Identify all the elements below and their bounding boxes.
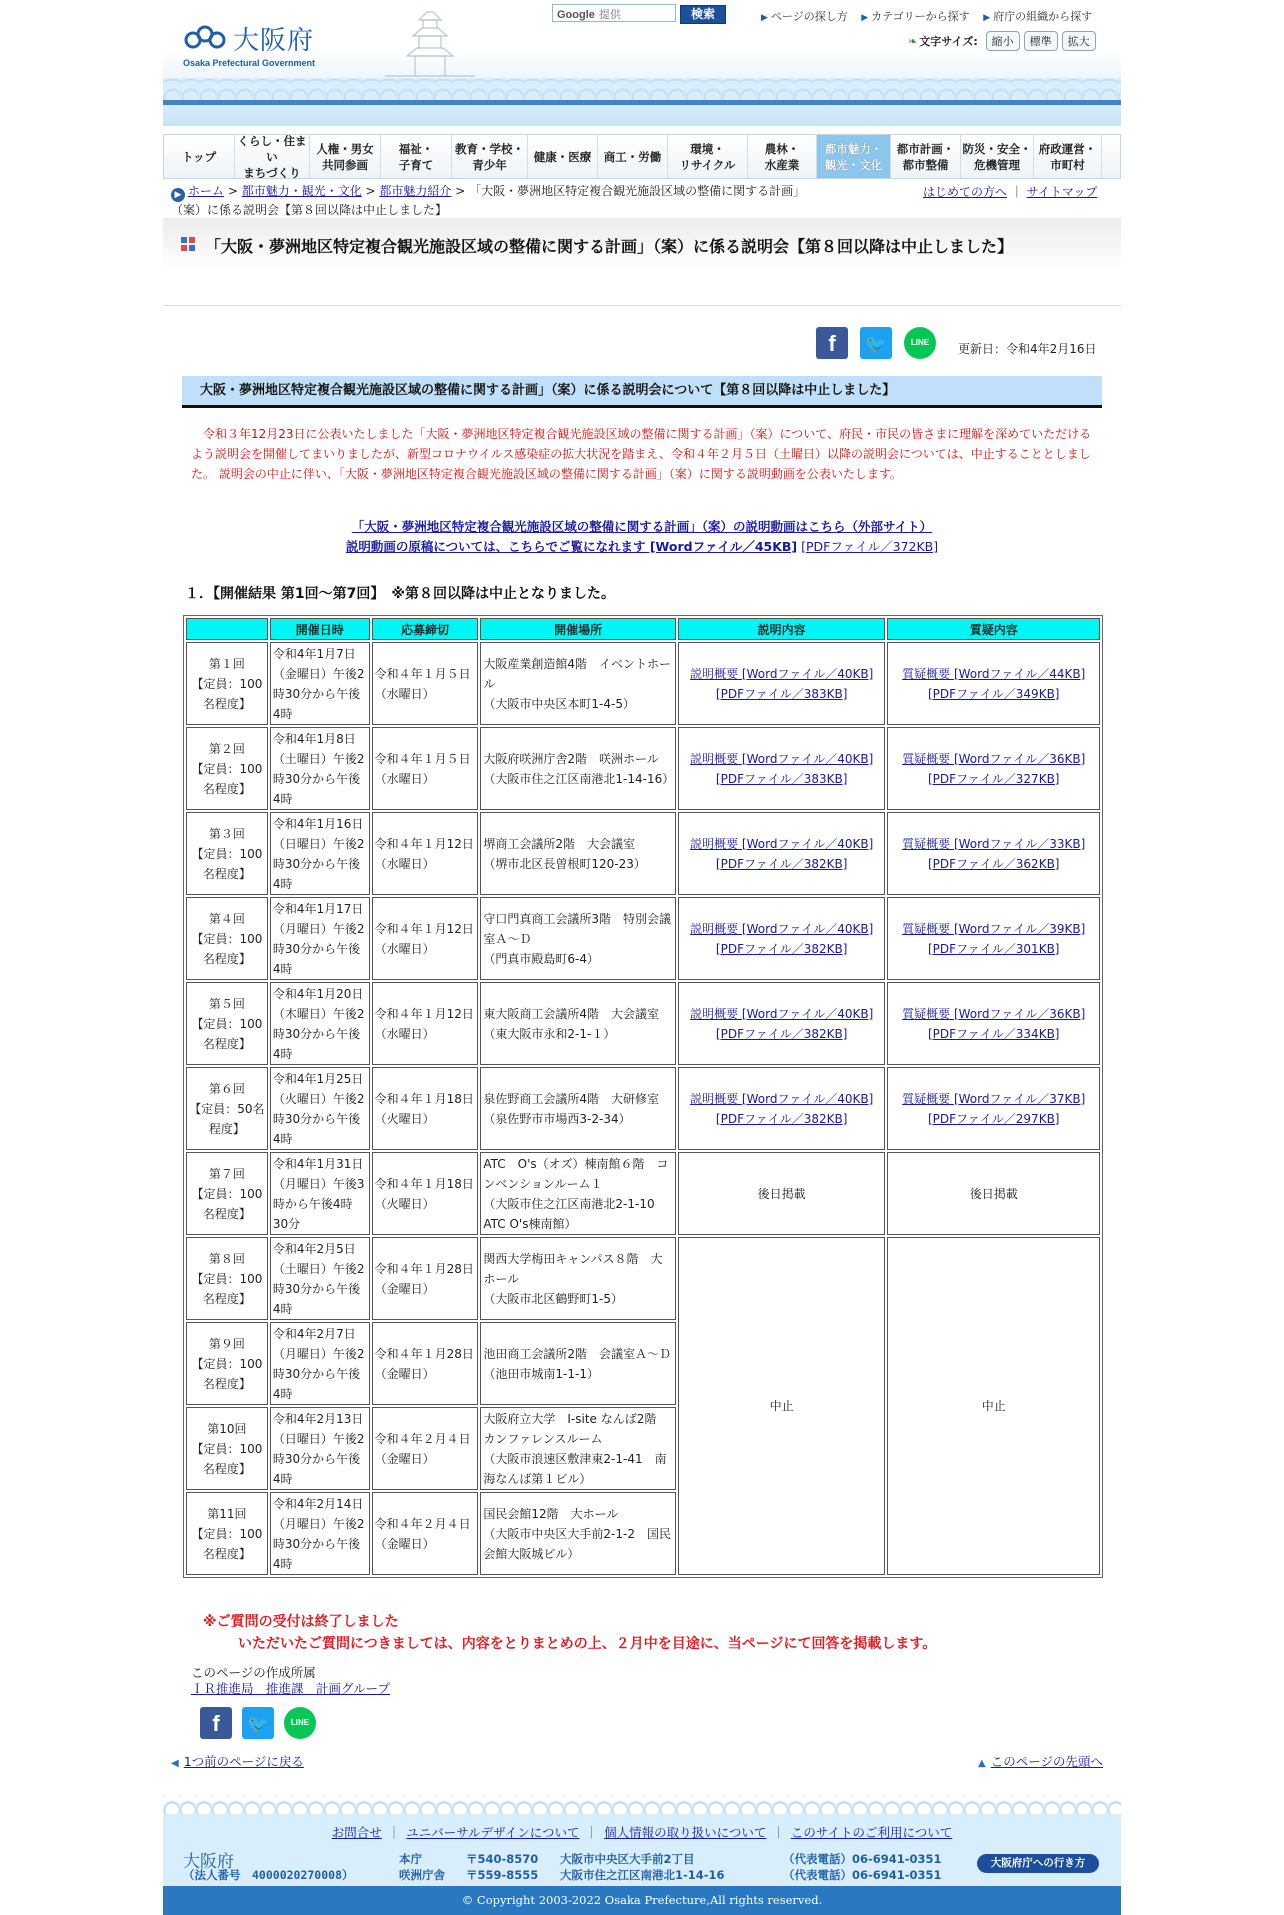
line-share-icon[interactable]: LINE <box>904 327 936 359</box>
session-cell: 第６回 【定員：50名程度】 <box>186 1067 268 1150</box>
date-cell: 令和4年1月17日（月曜日）午後2時30分から午後4時 <box>270 897 370 980</box>
date-cell: 令和4年2月13日（日曜日）午後2時30分から午後4時 <box>270 1407 370 1490</box>
qa-cell <box>887 1067 1100 1150</box>
deadline-cell: 令和４年１月12日（水曜日） <box>372 982 479 1065</box>
date-cell: 令和4年1月7日（金曜日）午後2時30分から午後4時 <box>270 642 370 725</box>
qa-cell-word-link[interactable]: 質疑概要 [Wordファイル／37KB] <box>902 1091 1086 1106</box>
qa-cell-pdf-link[interactable]: [PDFファイル／349KB] <box>927 686 1060 701</box>
content-wrapper <box>163 0 1121 1915</box>
closed-notice <box>203 1611 936 1655</box>
back-link[interactable]: 1つ前のページに戻る <box>183 1754 304 1769</box>
qa-cell-word-link[interactable]: 質疑概要 [Wordファイル／36KB] <box>902 1006 1086 1021</box>
explanation-cell-pdf-link[interactable]: [PDFファイル／383KB] <box>715 771 848 786</box>
site-header <box>163 0 1121 126</box>
qa-cell <box>887 897 1100 980</box>
qa-cell-word-link[interactable]: 質疑概要 [Wordファイル／39KB] <box>902 921 1086 936</box>
footer-links: お問合せ ｜ ユニバーサルデザインについて ｜ 個人情報の取り扱いについて ｜ このサイトのご利用について <box>331 1825 953 1840</box>
qa-cell-pdf-link[interactable]: [PDFファイル／362KB] <box>927 856 1060 871</box>
explanation-cell <box>678 642 886 725</box>
date-cell: 令和4年1月25日（火曜日）午後2時30分から午後4時 <box>270 1067 370 1150</box>
session-cell: 第１回 【定員：100名程度】 <box>186 642 268 725</box>
table-row <box>186 1237 1100 1320</box>
session-cell: 第２回 【定員：100名程度】 <box>186 727 268 810</box>
explanation-cell <box>678 897 886 980</box>
qa-cell-word-link[interactable]: 質疑概要 [Wordファイル／44KB] <box>902 666 1086 681</box>
share-buttons-bottom <box>200 1707 316 1739</box>
venue-cell: 池田商工会議所2階 会議室Ａ～Ｄ （池田市城南1-1-1） <box>480 1322 676 1405</box>
table-row <box>186 1067 1100 1150</box>
deadline-cell: 令和４年１月28日（金曜日） <box>372 1237 479 1320</box>
find-by-category-link[interactable]: ▶ カテゴリーから探す <box>861 10 970 23</box>
find-by-organization-link[interactable]: ▶ 府庁の組織から探す <box>983 10 1093 23</box>
share-buttons-top <box>816 327 936 359</box>
global-nav-item[interactable]: 防災・安全・ 危機管理 <box>961 135 1034 178</box>
qa-cell: 後日掲載 <box>887 1152 1100 1235</box>
global-nav-item[interactable]: 都市計画・ 都市整備 <box>891 135 961 178</box>
explanation-cell-pdf-link[interactable]: [PDFファイル／382KB] <box>715 1111 848 1126</box>
site-usage-link[interactable]: このサイトのご利用について <box>790 1825 953 1840</box>
table-row <box>186 982 1100 1065</box>
facebook-share-icon[interactable]: f <box>816 327 848 359</box>
osaka-castle-illustration <box>375 6 485 78</box>
footer-cloud-decoration <box>163 1796 1121 1814</box>
home-icon: ▶ <box>171 188 185 202</box>
table-row <box>186 897 1100 980</box>
global-nav-item[interactable]: くらし・住まい まちづくり <box>235 135 310 178</box>
footer-org-name: 大阪府 <box>183 1852 234 1872</box>
section-heading: 大阪・夢洲地区特定複合観光施設区域の整備に関する計画」（案）に係る説明会について【第８回以降は中止しました】 <box>182 376 1102 408</box>
date-cell: 令和4年1月16日（日曜日）午後2時30分から午後4時 <box>270 812 370 895</box>
footer-phones: （代表電話）06-6941-0351 （代表電話）06-6941-0351 <box>783 1852 942 1882</box>
facebook-share-icon[interactable]: f <box>200 1707 232 1739</box>
manuscript-pdf-link[interactable]: [PDFファイル／372KB] <box>801 539 939 554</box>
triangle-icon: ▶ <box>983 13 991 23</box>
global-nav-item[interactable]: 人権・男女 共同参画 <box>310 135 381 178</box>
back-link-area <box>171 1752 304 1770</box>
font-standard-button[interactable]: 標準 <box>1024 31 1058 51</box>
logo-name: 大阪府 <box>233 26 315 56</box>
table-row <box>186 642 1100 725</box>
deadline-cell: 令和４年１月５日（水曜日） <box>372 727 479 810</box>
explanation-cell-pdf-link[interactable]: [PDFファイル／382KB] <box>715 1026 848 1041</box>
qa-cell-pdf-link[interactable]: [PDFファイル／297KB] <box>927 1111 1060 1126</box>
header-session <box>186 618 268 640</box>
date-cell: 令和4年2月7日（月曜日）午後2時30分から午後4時 <box>270 1322 370 1405</box>
font-smaller-button[interactable]: 縮小 <box>986 31 1020 51</box>
qa-cell-pdf-link[interactable]: [PDFファイル／301KB] <box>927 941 1060 956</box>
search-input[interactable] <box>552 4 676 22</box>
qa-cell <box>887 727 1100 810</box>
explanation-cell: 後日掲載 <box>678 1152 886 1235</box>
header-explanation: 説明内容 <box>678 618 886 640</box>
site-logo[interactable] <box>183 18 318 73</box>
deadline-cell: 令和４年１月12日（水曜日） <box>372 897 479 980</box>
qa-cell <box>887 812 1100 895</box>
breadcrumb-attractions[interactable]: 都市魅力紹介 <box>379 184 452 198</box>
closed-notice-line1: ※ご質問の受付は終了しました <box>203 1614 399 1630</box>
deadline-cell: 令和４年１月５日（水曜日） <box>372 642 479 725</box>
back-triangle-icon: ◀ <box>171 1758 179 1769</box>
venue-cell: 守口門真商工会議所3階 特別会議室Ａ～Ｄ （門真市殿島町6-4） <box>480 897 676 980</box>
twitter-share-icon[interactable]: 🐦 <box>860 327 892 359</box>
top-link-area <box>978 1752 1103 1770</box>
explanation-cell-word-link[interactable]: 説明概要 [Wordファイル／40KB] <box>690 836 874 851</box>
header-qa: 質疑内容 <box>887 618 1100 640</box>
department-label: このページの作成所属 <box>191 1665 316 1680</box>
date-cell: 令和4年2月5日（土曜日）午後2時30分から午後4時 <box>270 1237 370 1320</box>
page-top-icon: ▲ <box>978 1758 986 1769</box>
venue-cell: 大阪府咲洲庁舎2階 咲洲ホール （大阪市住之江区南港北1-14-16） <box>480 727 676 810</box>
logo-english-name: Osaka Prefectural Government <box>183 58 316 68</box>
intro-text: 令和３年12月23日に公表いたしました「大阪・夢洲地区特定複合観光施設区域の整備に関する計画」（案）について、府民・市民の皆さまに理解を深めていただけるよう説明会を開催してまいりましたが、新型コロナウイルス感染症の拡大状況を踏まえ、令和４年２月５日（土曜日）以降の説明会については、中止することとしました。 説明会の中止に伴い、「大阪・夢洲地区特定複合観光施設区域の整備に関する計画」（案）に関する説明動画を公表いたします。 <box>191 427 1092 481</box>
table-row <box>186 1152 1100 1235</box>
session-cell: 第４回 【定員：100名程度】 <box>186 897 268 980</box>
date-cell: 令和4年1月20日（木曜日）午後2時30分から午後4時 <box>270 982 370 1065</box>
deadline-cell: 令和４年１月12日（水曜日） <box>372 812 479 895</box>
table-row <box>186 727 1100 810</box>
universal-design-link[interactable]: ユニバーサルデザインについて <box>406 1825 580 1840</box>
global-nav-item[interactable]: 健康・医療 <box>528 135 598 178</box>
font-size-controls <box>908 31 1096 51</box>
table-row <box>186 812 1100 895</box>
utility-links: はじめての方へ ｜ サイトマップ <box>923 185 1098 199</box>
department-info <box>191 1665 390 1697</box>
sitemap-link[interactable]: サイトマップ <box>1026 185 1098 199</box>
qa-cell <box>887 642 1100 725</box>
osaka-emblem-icon <box>183 22 227 52</box>
global-nav-item[interactable]: 福祉・ 子育て <box>381 135 452 178</box>
venue-cell: 堺商工会議所2階 大会議室 （堺市北区長曽根町120-23） <box>480 812 676 895</box>
schedule-body <box>186 642 1100 1575</box>
header-links <box>761 8 1102 24</box>
qa-cell-pdf-link[interactable]: [PDFファイル／334KB] <box>927 1026 1060 1041</box>
deadline-cell: 令和４年１月28日（金曜日） <box>372 1322 479 1405</box>
updated-date: 更新日：令和4年2月16日 <box>958 342 1097 356</box>
venue-cell: 大阪府立大学 I-site なんば2階 カンファレンスルーム （大阪市浪速区敷津東2-1-41 南海なんば第１ビル） <box>480 1407 676 1490</box>
session-cell: 第10回 【定員：100名程度】 <box>186 1407 268 1490</box>
explanation-cell-word-link[interactable]: 説明概要 [Wordファイル／40KB] <box>690 921 874 936</box>
access-button[interactable]: 大阪府庁への行き方 <box>977 1854 1099 1873</box>
venue-cell: 泉佐野商工会議所4階 大研修室 （泉佐野市市場西3-2-34） <box>480 1067 676 1150</box>
header-divider <box>163 100 1121 105</box>
breadcrumb-current: 「大阪・夢洲地区特定複合観光施設区域の整備に関する計画」（案）に係る説明会【第８回以降は中止しました】 <box>171 184 806 217</box>
search-button[interactable]: 検索 <box>680 5 726 24</box>
title-bullet-icon <box>181 237 195 251</box>
site-footer <box>163 1796 1121 1915</box>
session-cell: 第７回 【定員：100名程度】 <box>186 1152 268 1235</box>
contact-link[interactable]: お問合せ <box>331 1825 382 1840</box>
triangle-icon: ▶ <box>861 13 869 23</box>
header-deadline: 応募締切 <box>372 618 479 640</box>
deadline-cell: 令和４年１月18日（火曜日） <box>372 1152 479 1235</box>
venue-cell: 関西大学梅田キャンパス８階 大ホール （大阪市北区鶴野町1-5） <box>480 1237 676 1320</box>
breadcrumb: ▶ ホーム > 都市魅力・観光・文化 > 都市魅力紹介 > 「大阪・夢洲地区特定複合観光施設区域の整備に関する計画」（案）に係る説明会【第８回以降は中止しました】 <box>171 184 806 217</box>
venue-cell: 国民会館12階 大ホール （大阪市中央区大手前2-1-2 国民会館大阪城ビル） <box>480 1492 676 1575</box>
session-cell: 第９回 【定員：100名程度】 <box>186 1322 268 1405</box>
schedule-table <box>183 615 1103 1578</box>
first-visit-link[interactable]: はじめての方へ <box>923 185 1008 199</box>
google-brand: Google <box>557 9 595 21</box>
footer-offices: 本庁 咲洲庁舎 <box>399 1852 445 1882</box>
qa-cell-word-link[interactable]: 質疑概要 [Wordファイル／33KB] <box>902 836 1086 851</box>
results-heading: １．【開催結果 第1回～第7回】 ※第８回以降は中止となりました。 <box>185 586 615 602</box>
video-link[interactable]: 「大阪・夢洲地区特定複合観光施設区域の整備に関する計画」（案）の説明動画はこちら（外部サイト） <box>351 519 933 534</box>
session-cell: 第３回 【定員：100名程度】 <box>186 812 268 895</box>
qa-cell <box>887 982 1100 1065</box>
global-nav-item[interactable]: 環境・ リサイクル <box>668 135 748 178</box>
header-venue: 開催場所 <box>480 618 676 640</box>
explanation-cell <box>678 1067 886 1150</box>
qa-cell-word-link[interactable]: 質疑概要 [Wordファイル／36KB] <box>902 751 1086 766</box>
explanation-cell-word-link[interactable]: 説明概要 [Wordファイル／40KB] <box>690 1006 874 1021</box>
breadcrumb-tourism[interactable]: 都市魅力・観光・文化 <box>241 184 362 198</box>
page-top-link[interactable]: このページの先頭へ <box>990 1754 1103 1769</box>
qa-cell-pdf-link[interactable]: [PDFファイル／327KB] <box>927 771 1060 786</box>
qa-cancelled-cell: 中止 <box>887 1237 1100 1575</box>
global-nav-item[interactable]: 農林・ 水産業 <box>748 135 817 178</box>
date-cell: 令和4年1月8日（土曜日）午後2時30分から午後4時 <box>270 727 370 810</box>
footer-addresses: 大阪市中央区大手前2丁目 大阪市住之江区南港北1-14-16 <box>560 1852 725 1882</box>
triangle-icon: ▶ <box>761 13 768 23</box>
global-nav-item[interactable]: トップ <box>164 135 235 178</box>
explanation-cell <box>678 727 886 810</box>
explanation-cell-word-link[interactable]: 説明概要 [Wordファイル／40KB] <box>690 751 874 766</box>
global-nav-item[interactable]: 商工・労働 <box>598 135 668 178</box>
explanation-cell-word-link[interactable]: 説明概要 [Wordファイル／40KB] <box>690 1091 874 1106</box>
table-header-row <box>186 618 1100 640</box>
date-cell: 令和4年1月31日（月曜日）午後3時から午後4時30分 <box>270 1152 370 1235</box>
explanation-cell <box>678 812 886 895</box>
closed-notice-line2: いただいたご質問につきましては、内容をとりまとめの上、２月中を目途に、当ページにて回答を掲載します。 <box>238 1636 937 1652</box>
font-larger-button[interactable]: 拡大 <box>1062 31 1096 51</box>
video-links <box>163 517 1121 557</box>
explanation-cell-word-link[interactable]: 説明概要 [Wordファイル／40KB] <box>690 666 874 681</box>
venue-cell: 大阪産業創造館4階 イベントホール （大阪市中央区本町1-4-5） <box>480 642 676 725</box>
session-cell: 第11回 【定員：100名程度】 <box>186 1492 268 1575</box>
footer-corp-number: （法人番号 4000020270008） <box>183 1868 354 1882</box>
venue-cell: ATC O's（オズ）棟南館６階 コンベンションルーム１ （大阪市住之江区南港北2-1-10 ATC O's棟南館） <box>480 1152 676 1235</box>
global-nav-item[interactable]: 教育・学校・ 青少年 <box>452 135 528 178</box>
department-link[interactable]: ＩＲ推進局 推進課 計画グループ <box>191 1681 391 1696</box>
page-title: 「大阪・夢洲地区特定複合観光施設区域の整備に関する計画」（案）に係る説明会【第８回以降は中止しました】 <box>205 237 1014 256</box>
privacy-link[interactable]: 個人情報の取り扱いについて <box>604 1825 767 1840</box>
explanation-cancelled-cell: 中止 <box>678 1237 886 1575</box>
session-cell: 第８回 【定員：100名程度】 <box>186 1237 268 1320</box>
explanation-cell-pdf-link[interactable]: [PDFファイル／383KB] <box>715 686 848 701</box>
global-nav-item[interactable]: 府政運営・ 市町村 <box>1034 135 1102 178</box>
search-placeholder: 提供 <box>598 9 621 21</box>
deadline-cell: 令和４年１月18日（火曜日） <box>372 1067 479 1150</box>
title-band <box>163 218 1121 306</box>
copyright: © Copyright 2003-2022 Osaka Prefecture,All rights reserved. <box>163 1886 1121 1915</box>
leaf-icon: ❧ <box>908 35 918 48</box>
explanation-cell-pdf-link[interactable]: [PDFファイル／382KB] <box>715 941 848 956</box>
footer-zipcodes: 〒540-8570 〒559-8555 <box>466 1852 539 1882</box>
session-cell: 第５回 【定員：100名程度】 <box>186 982 268 1065</box>
deadline-cell: 令和４年２月４日（金曜日） <box>372 1407 479 1490</box>
manuscript-word-link[interactable]: 説明動画の原稿については、こちらでご覧になれます [Wordファイル／45KB] <box>345 539 798 554</box>
twitter-share-icon[interactable]: 🐦 <box>242 1707 274 1739</box>
header-date: 開催日時 <box>270 618 370 640</box>
global-navigation <box>163 134 1121 179</box>
line-share-icon[interactable]: LINE <box>284 1707 316 1739</box>
date-cell: 令和4年2月14日（月曜日）午後2時30分から午後4時 <box>270 1492 370 1575</box>
deadline-cell: 令和４年２月４日（金曜日） <box>372 1492 479 1575</box>
explanation-cell <box>678 982 886 1065</box>
breadcrumb-home[interactable]: ホーム <box>188 184 225 198</box>
explanation-cell-pdf-link[interactable]: [PDFファイル／382KB] <box>715 856 848 871</box>
global-nav-item[interactable]: 都市魅力・ 観光・文化 <box>817 135 891 178</box>
find-pages-link[interactable]: ▶ ページの探し方 <box>761 10 848 23</box>
font-size-label: 文字サイズ: <box>919 35 978 48</box>
venue-cell: 東大阪商工会議所4階 大会議室 （東大阪市永和2-1-１） <box>480 982 676 1065</box>
